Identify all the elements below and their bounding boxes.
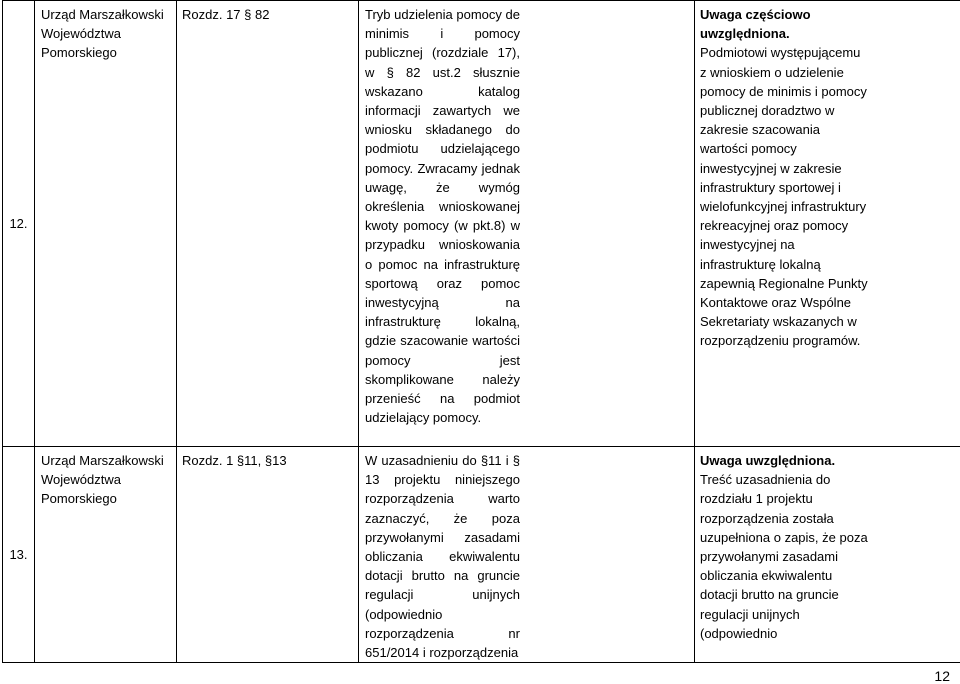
organization-cell bbox=[35, 447, 177, 663]
comments-table bbox=[2, 0, 960, 663]
response-block bbox=[695, 1, 870, 351]
reference-cell bbox=[177, 447, 359, 663]
remark-text: Tryb udzielenia pomocy de minimis i pomocy publicznej (rozdziale 17), w § 82 ust.2 słusznie wskazano katalog informacji zawartych we wniosku składanego do podmiotu udzielającego pomocy. Zwracamy jednak uwagę, że wymóg określenia wnioskowanej kwoty pomocy (w pkt.8) w przypadku wnioskowania o pomoc na infrastrukturę sportową oraz pomoc inwestycyjną na infrastrukturę lokalną, gdzie szacowanie wartości pomocy jest skomplikowane należy przenieść na podmiot udzielający pomocy. bbox=[365, 7, 520, 426]
response-status: Uwaga częściowo uwzględniona. bbox=[700, 7, 811, 42]
response-cell bbox=[695, 1, 960, 447]
response-status: Uwaga uwzględniona. bbox=[700, 453, 836, 468]
reference-cell bbox=[177, 1, 359, 447]
remark-cell bbox=[359, 1, 695, 447]
page-number: 12 bbox=[934, 668, 950, 684]
organization-cell bbox=[35, 1, 177, 447]
remark-cell bbox=[359, 447, 695, 663]
row-number: 12. bbox=[9, 216, 28, 231]
row-number-cell bbox=[3, 1, 35, 447]
response-text: Treść uzasadnienia do rozdziału 1 projektu rozporządzenia została uzupełniona o zapis, że poza przywołanymi zasadami obliczania ekwiwalentu dotacji brutto na gruncie regulacji unijnych (odpowiednio bbox=[700, 472, 868, 641]
organization-name: Urząd Marszałkowski Województwa Pomorskiego bbox=[41, 7, 164, 61]
remark-text: W uzasadnieniu do §11 i § 13 projektu niniejszego rozporządzenia warto zaznaczyć, że poza przywołanymi zasadami obliczania ekwiwalentu dotacji brutto na gruncie regulacji unijnych (odpowiednio rozporządzenia nr 651/2014 i rozporządzenia bbox=[365, 453, 520, 661]
organization-name: Urząd Marszałkowski Województwa Pomorskiego bbox=[41, 453, 164, 507]
row-number-cell bbox=[3, 447, 35, 663]
response-text: Podmiotowi występującemu z wnioskiem o udzielenie pomocy de minimis i pomocy publicznej doradztwo w zakresie szacowania wartości pomocy inwestycyjnej w zakresie infrastruktury sportowej i wielofunkcyjnej infrastruktury rekreacyjnej oraz pomocy inwestycyjnej na infrastrukturę lokalną zapewnią Regionalne Punkty Kontaktowe oraz Wspólne Sekretariaty wskazanych w rozporządzeniu programów. bbox=[700, 45, 868, 349]
reference-text: Rozdz. 1 §11, §13 bbox=[182, 453, 287, 468]
table-row bbox=[3, 1, 960, 447]
table-row bbox=[3, 447, 960, 663]
response-cell bbox=[695, 447, 960, 663]
response-block bbox=[695, 447, 870, 643]
row-number: 13. bbox=[9, 547, 28, 563]
reference-text: Rozdz. 17 § 82 bbox=[182, 7, 270, 22]
